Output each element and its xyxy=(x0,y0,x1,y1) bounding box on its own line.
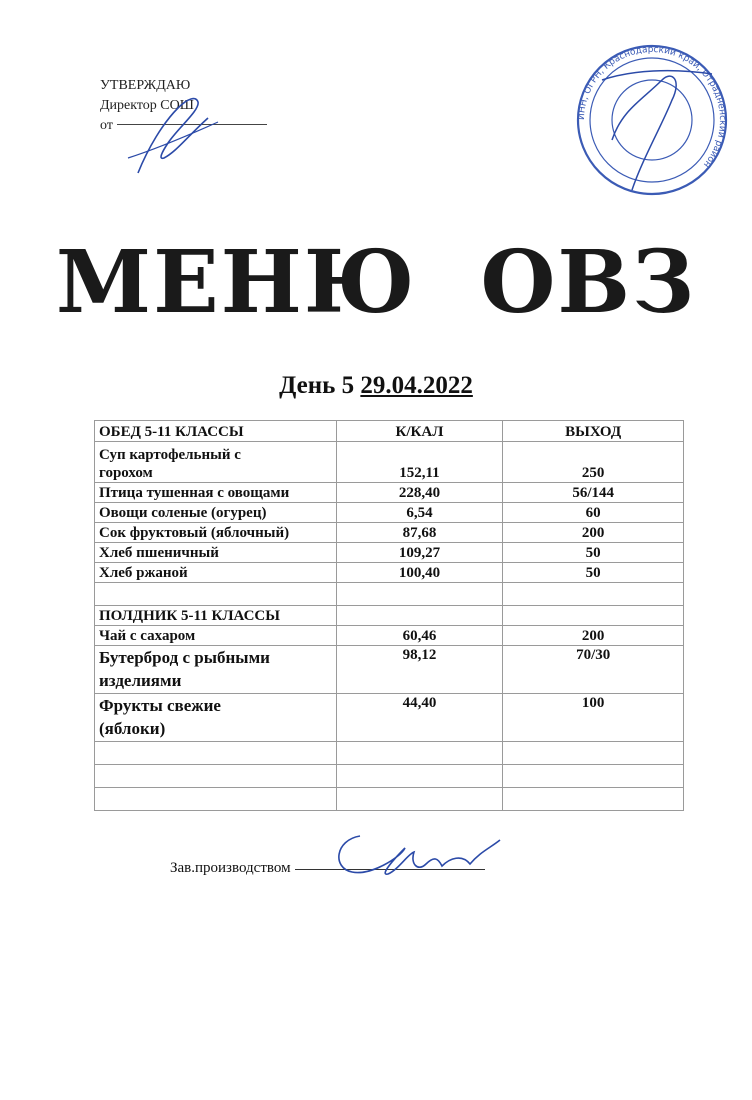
from-label: от xyxy=(100,118,113,133)
table-row xyxy=(95,523,684,543)
director-signature xyxy=(118,88,228,178)
title-word-ovz: ОВЗ xyxy=(480,232,697,333)
table-row xyxy=(95,543,684,563)
dish-kcal: 109,27 xyxy=(336,543,503,563)
table-row xyxy=(95,626,684,646)
director-label: Директор СОШ xyxy=(100,98,194,113)
dish-kcal: 228,40 xyxy=(336,483,503,503)
dish-name xyxy=(95,646,337,694)
dish-yield: 200 xyxy=(503,626,684,646)
dish-yield: 50 xyxy=(503,563,684,583)
menu-table xyxy=(94,420,684,811)
svg-text:ИНН, ОГРН, Краснодарский край, xyxy=(577,45,727,169)
production-head-label: Зав.производством xyxy=(170,860,291,876)
dish-yield: 100 xyxy=(503,694,684,742)
empty-row xyxy=(95,765,684,788)
seal-ring-text: ИНН, ОГРН, Краснодарский край, Отрадненский район xyxy=(576,44,728,170)
dish-name xyxy=(95,442,337,483)
day-label: День 5 xyxy=(279,372,355,399)
snack-header-row xyxy=(95,606,684,626)
dish-name-line1: Фрукты свежие xyxy=(99,696,221,715)
table-row xyxy=(95,694,684,742)
dish-name: Птица тушенная с овощами xyxy=(95,483,337,503)
dish-yield: 200 xyxy=(503,523,684,543)
official-seal xyxy=(572,40,732,200)
dish-kcal: 60,46 xyxy=(336,626,503,646)
dish-name-line2: (яблоки) xyxy=(99,719,166,738)
header-yield: ВЫХОД xyxy=(503,421,684,442)
day-date: 29.04.2022 xyxy=(360,372,473,399)
dish-name: Чай с сахаром xyxy=(95,626,337,646)
dish-name-line2: изделиями xyxy=(99,671,182,690)
header-kcal: К/КАЛ xyxy=(336,421,503,442)
empty-row xyxy=(95,583,684,606)
dish-kcal: 100,40 xyxy=(336,563,503,583)
table-row xyxy=(95,646,684,694)
dish-name-line1: Суп картофельный с xyxy=(99,447,241,463)
dish-kcal: 98,12 xyxy=(336,646,503,694)
dish-yield: 250 xyxy=(503,442,684,483)
dish-yield: 50 xyxy=(503,543,684,563)
title-word-menu: МЕНЮ xyxy=(55,232,417,333)
table-header-row xyxy=(95,421,684,442)
dish-name-line2: горохом xyxy=(99,465,153,481)
header-lunch: ОБЕД 5-11 КЛАССЫ xyxy=(95,421,337,442)
approve-label: УТВЕРЖДАЮ xyxy=(100,78,191,93)
dish-kcal: 87,68 xyxy=(336,523,503,543)
day-heading xyxy=(0,372,752,400)
dish-name: Хлеб ржаной xyxy=(95,563,337,583)
empty-row xyxy=(95,742,684,765)
dish-kcal: 152,11 xyxy=(336,442,503,483)
dish-yield: 56/144 xyxy=(503,483,684,503)
dish-name: Хлеб пшеничный xyxy=(95,543,337,563)
dish-kcal: 44,40 xyxy=(336,694,503,742)
table-row xyxy=(95,442,684,483)
header-snack: ПОЛДНИК 5-11 КЛАССЫ xyxy=(95,606,337,626)
table-row xyxy=(95,483,684,503)
dish-yield: 70/30 xyxy=(503,646,684,694)
table-row xyxy=(95,503,684,523)
page-title xyxy=(0,232,752,333)
dish-name: Овощи соленые (огурец) xyxy=(95,503,337,523)
dish-name-line1: Бутерброд с рыбными xyxy=(99,648,270,667)
table-row xyxy=(95,563,684,583)
dish-kcal: 6,54 xyxy=(336,503,503,523)
dish-name xyxy=(95,694,337,742)
production-head-signature xyxy=(330,828,510,888)
dish-name: Сок фруктовый (яблочный) xyxy=(95,523,337,543)
empty-row xyxy=(95,788,684,811)
dish-yield: 60 xyxy=(503,503,684,523)
